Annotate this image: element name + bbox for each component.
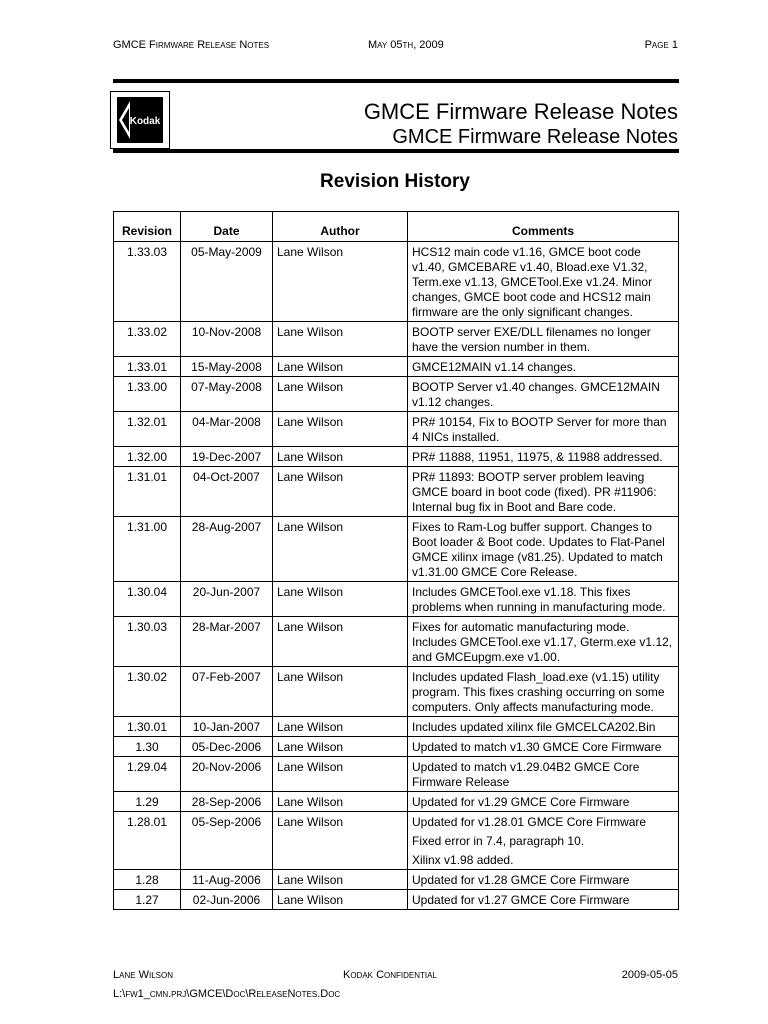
date-cell: 28-Mar-2007 xyxy=(181,617,273,667)
comments-cell xyxy=(408,412,679,447)
comments-cell xyxy=(408,582,679,617)
author-cell: Lane Wilson xyxy=(273,322,408,357)
header-doc-title: GMCE Firmware Release Notes xyxy=(113,39,270,51)
comment-line: GMCE12MAIN v1.14 changes. xyxy=(412,360,577,374)
comment-line: BOOTP Server v1.40 changes. GMCE12MAIN v1.12 changes. xyxy=(412,380,660,409)
date-cell: 20-Jun-2007 xyxy=(181,582,273,617)
comment-line: PR# 11893: BOOTP server problem leaving GMCE board in boot code (fixed). PR #11906: Internal bug fix in Boot and Bare code. xyxy=(412,470,657,514)
comment-line: Includes updated Flash_load.exe (v1.15) utility program. This fixes crashing occurring on some computers. Only affects manufacturing mode. xyxy=(412,670,665,714)
comments-cell xyxy=(408,870,679,890)
table-row xyxy=(114,447,679,467)
comment-line: Updated to match v1.29.04B2 GMCE Core Firmware Release xyxy=(412,760,640,789)
comment-line: Includes GMCETool.exe v1.18. This fixes problems when running in manufacturing mode. xyxy=(412,585,666,614)
comment-line: Fixes to Ram-Log buffer support. Changes to Boot loader & Boot code. Updates to Flat-Panel GMCE xilinx image (v81.25). Updated to match v1.31.00 GMCE Core Release. xyxy=(412,520,665,579)
comment-line: Includes updated xilinx file GMCELCA202.Bin xyxy=(412,720,656,734)
revision-cell: 1.33.01 xyxy=(114,357,181,377)
header-page-number: Page 1 xyxy=(644,39,678,51)
table-row xyxy=(114,737,679,757)
revision-cell: 1.30.04 xyxy=(114,582,181,617)
table-row xyxy=(114,792,679,812)
table-row xyxy=(114,517,679,582)
date-cell: 28-Sep-2006 xyxy=(181,792,273,812)
revision-cell: 1.33.02 xyxy=(114,322,181,357)
author-cell: Lane Wilson xyxy=(273,412,408,447)
column-header-revision: Revision xyxy=(114,212,181,242)
table-row xyxy=(114,377,679,412)
comment-line: Xilinx v1.98 added. xyxy=(412,853,514,867)
date-cell: 05-Sep-2006 xyxy=(181,812,273,870)
revision-cell: 1.33.03 xyxy=(114,242,181,322)
date-cell: 04-Oct-2007 xyxy=(181,467,273,517)
comment-line: Updated for v1.28.01 GMCE Core Firmware xyxy=(412,815,647,829)
comments-cell xyxy=(408,322,679,357)
table-row xyxy=(114,242,679,322)
comments-cell xyxy=(408,617,679,667)
date-cell: 05-Dec-2006 xyxy=(181,737,273,757)
author-cell: Lane Wilson xyxy=(273,377,408,412)
author-cell: Lane Wilson xyxy=(273,737,408,757)
comments-cell xyxy=(408,717,679,737)
date-cell: 07-Feb-2007 xyxy=(181,667,273,717)
table-row xyxy=(114,717,679,737)
footer-confidential: Kodak Confidential xyxy=(343,969,437,981)
author-cell: Lane Wilson xyxy=(273,890,408,910)
author-cell: Lane Wilson xyxy=(273,357,408,377)
comment-line: HCS12 main code v1.16, GMCE boot code v1.40, GMCEBARE v1.40, Bload.exe V1.32, Term.exe v1.13, GMCETool.Exe v1.24. Minor changes, GMCE boot code and HCS12 main firmware are the only significant changes. xyxy=(412,245,653,319)
author-cell: Lane Wilson xyxy=(273,517,408,582)
author-cell: Lane Wilson xyxy=(273,667,408,717)
author-cell: Lane Wilson xyxy=(273,617,408,667)
comments-cell xyxy=(408,357,679,377)
revision-cell: 1.30.03 xyxy=(114,617,181,667)
author-cell: Lane Wilson xyxy=(273,792,408,812)
author-cell: Lane Wilson xyxy=(273,757,408,792)
date-cell: 20-Nov-2006 xyxy=(181,757,273,792)
date-cell: 19-Dec-2007 xyxy=(181,447,273,467)
table-row xyxy=(114,667,679,717)
revision-cell: 1.29.04 xyxy=(114,757,181,792)
table-row xyxy=(114,870,679,890)
author-cell: Lane Wilson xyxy=(273,812,408,870)
footer-author: Lane Wilson xyxy=(113,969,174,981)
revision-cell: 1.28 xyxy=(114,870,181,890)
author-cell: Lane Wilson xyxy=(273,467,408,517)
comment-line: PR# 11888, 11951, 11975, & 11988 addressed. xyxy=(412,450,663,464)
kodak-logo xyxy=(110,91,170,149)
kodak-logo-icon xyxy=(117,97,163,143)
document-subtitle: GMCE Firmware Release Notes xyxy=(392,126,678,148)
revision-cell: 1.31.00 xyxy=(114,517,181,582)
column-header-date: Date xyxy=(181,212,273,242)
revision-cell: 1.28.01 xyxy=(114,812,181,870)
comments-cell xyxy=(408,447,679,467)
revision-cell: 1.32.00 xyxy=(114,447,181,467)
revision-cell: 1.30.01 xyxy=(114,717,181,737)
table-row xyxy=(114,412,679,447)
revision-cell: 1.33.00 xyxy=(114,377,181,412)
date-cell: 02-Jun-2006 xyxy=(181,890,273,910)
revision-cell: 1.30 xyxy=(114,737,181,757)
table-row xyxy=(114,357,679,377)
comment-line: Fixes for automatic manufacturing mode. Includes GMCETool.exe v1.17, Gterm.exe v1.12, and GMCEupgm.exe v1.00. xyxy=(412,620,673,664)
comments-cell xyxy=(408,757,679,792)
revision-cell: 1.31.01 xyxy=(114,467,181,517)
table-row xyxy=(114,812,679,870)
revision-table-body xyxy=(114,242,679,910)
logo-wordmark: Kodak xyxy=(129,116,161,127)
revision-cell: 1.30.02 xyxy=(114,667,181,717)
date-cell: 07-May-2008 xyxy=(181,377,273,412)
comments-cell xyxy=(408,377,679,412)
comment-line: PR# 10154, Fix to BOOTP Server for more than 4 NICs installed. xyxy=(412,415,667,444)
comments-cell xyxy=(408,737,679,757)
date-cell: 15-May-2008 xyxy=(181,357,273,377)
date-cell: 11-Aug-2006 xyxy=(181,870,273,890)
comment-line: Updated to match v1.30 GMCE Core Firmware xyxy=(412,740,662,754)
table-header-row xyxy=(114,212,679,242)
comments-cell xyxy=(408,517,679,582)
document-title: GMCE Firmware Release Notes xyxy=(363,99,678,124)
footer-file-path: L:\fw1_cmn.prj\GMCE\Doc\ReleaseNotes.Doc xyxy=(113,988,341,1000)
comments-cell xyxy=(408,242,679,322)
date-cell: 10-Nov-2008 xyxy=(181,322,273,357)
comments-cell xyxy=(408,467,679,517)
author-cell: Lane Wilson xyxy=(273,717,408,737)
comment-line: Updated for v1.29 GMCE Core Firmware xyxy=(412,795,630,809)
comments-cell xyxy=(408,792,679,812)
date-cell: 04-Mar-2008 xyxy=(181,412,273,447)
comment-line: Fixed error in 7.4, paragraph 10. xyxy=(412,834,585,848)
column-header-comments: Comments xyxy=(408,212,679,242)
date-cell: 28-Aug-2007 xyxy=(181,517,273,582)
revision-cell: 1.29 xyxy=(114,792,181,812)
footer-date: 2009-05-05 xyxy=(621,969,678,981)
author-cell: Lane Wilson xyxy=(273,242,408,322)
revision-cell: 1.27 xyxy=(114,890,181,910)
comments-cell xyxy=(408,890,679,910)
date-cell: 10-Jan-2007 xyxy=(181,717,273,737)
comment-line: Updated for v1.27 GMCE Core Firmware xyxy=(412,893,630,907)
date-cell: 05-May-2009 xyxy=(181,242,273,322)
comments-cell xyxy=(408,812,679,870)
table-row xyxy=(114,617,679,667)
table-row xyxy=(114,322,679,357)
comment-line: Updated for v1.28 GMCE Core Firmware xyxy=(412,873,630,887)
table-row xyxy=(114,582,679,617)
header-date: May 05th, 2009 xyxy=(368,39,444,51)
comment-line: BOOTP server EXE/DLL filenames no longer have the version number in them. xyxy=(412,325,651,354)
revision-table xyxy=(113,211,679,910)
header-rule xyxy=(113,79,679,83)
table-row xyxy=(114,890,679,910)
revision-history-heading: Revision History xyxy=(320,171,470,192)
revision-cell: 1.32.01 xyxy=(114,412,181,447)
title-rule xyxy=(113,149,679,153)
table-row xyxy=(114,757,679,792)
author-cell: Lane Wilson xyxy=(273,447,408,467)
table-row xyxy=(114,467,679,517)
author-cell: Lane Wilson xyxy=(273,870,408,890)
comments-cell xyxy=(408,667,679,717)
column-header-author: Author xyxy=(273,212,408,242)
author-cell: Lane Wilson xyxy=(273,582,408,617)
